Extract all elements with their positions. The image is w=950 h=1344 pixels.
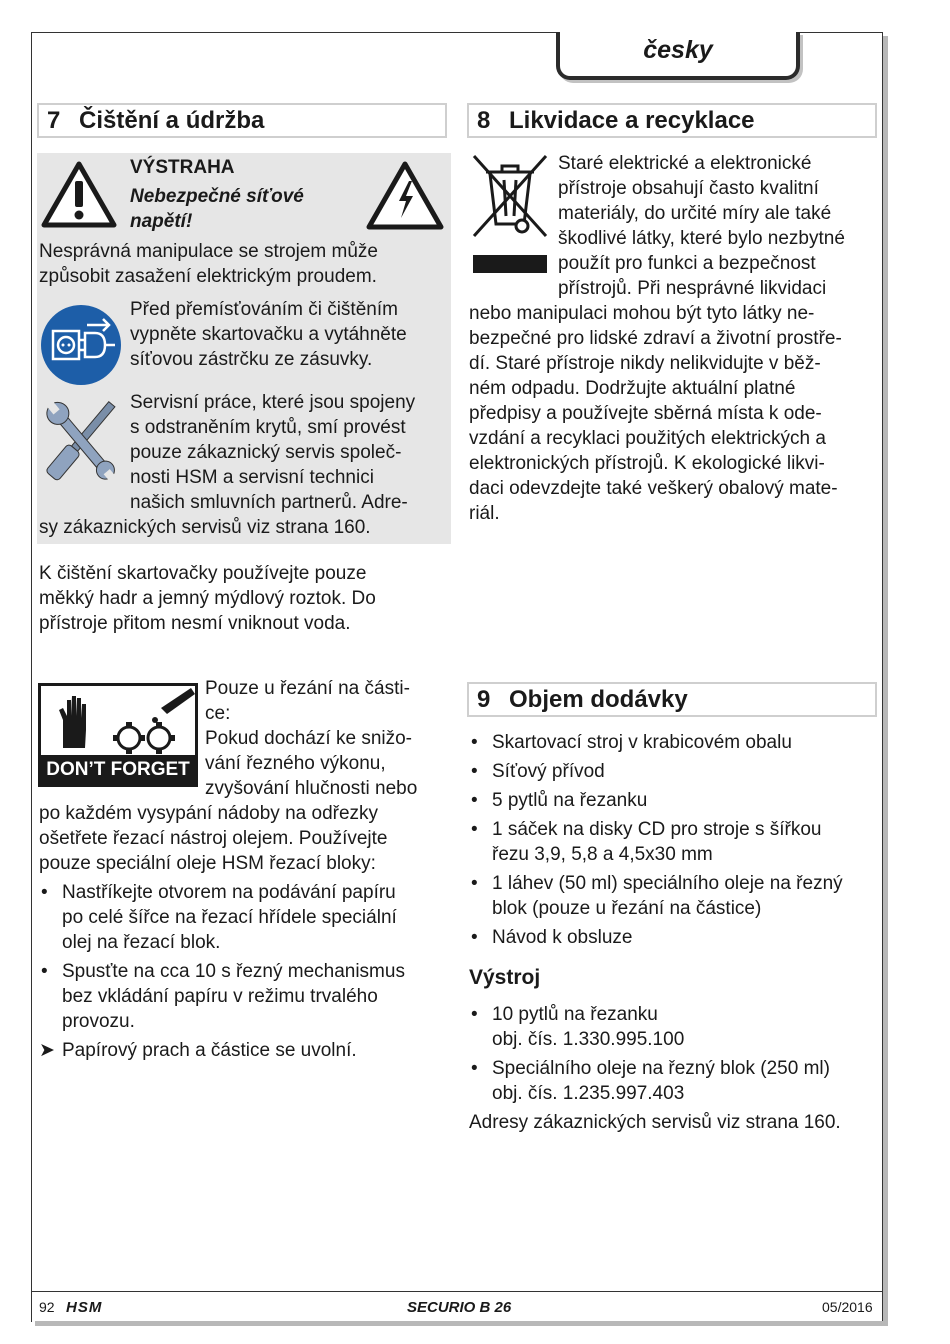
list-item: [469, 1002, 879, 1052]
list-item: [469, 788, 879, 813]
list-item: [469, 730, 879, 755]
text-line: Papírový prach a částice se uvolní.: [62, 1040, 357, 1061]
text-line: ce:: [205, 703, 231, 724]
bullet: •: [471, 761, 478, 782]
warning-subtitle: [130, 184, 304, 234]
bullet: •: [471, 790, 478, 811]
weee-bin-icon: [470, 152, 550, 278]
text-line: elektronických přístrojů. K ekologické likvi-: [469, 453, 825, 474]
warning-triangle-icon: [41, 161, 117, 229]
text-line: Nesprávná manipulace se strojem může: [39, 241, 378, 262]
section-number: 9: [477, 686, 491, 713]
text-line: zvyšování hlučnosti nebo: [205, 778, 418, 799]
list-item: [39, 959, 449, 1034]
bullet: •: [41, 882, 48, 903]
list-item: [39, 1038, 449, 1063]
text-line: obj. čís. 1.235.997.403: [492, 1083, 685, 1104]
text-line: řezu 3,9, 5,8 a 4,5x30 mm: [492, 844, 713, 865]
list-item: [469, 925, 879, 950]
text-line: 1 sáček na disky CD pro stroje s šířkou: [492, 819, 822, 840]
text-line: použít pro funkci a bezpečnost: [558, 253, 816, 274]
text-line: sy zákaznických servisů viz strana 160.: [39, 517, 371, 538]
bullet: •: [471, 819, 478, 840]
section-number: 8: [477, 107, 491, 134]
bullet: •: [471, 1004, 478, 1025]
text-line: Servisní práce, které jsou spojeny: [130, 392, 416, 413]
section-number: 7: [47, 107, 61, 134]
text-line: ošetřete řezací nástroj olejem. Používejte: [39, 828, 388, 849]
text-line: materiály, do určité míry ale také: [558, 203, 832, 224]
frame-shadow: [883, 36, 888, 1326]
bullet: •: [471, 927, 478, 948]
bullet: •: [471, 732, 478, 753]
section-9-heading: [467, 682, 877, 717]
text-line: blok (pouze u řezání na částice): [492, 898, 762, 919]
list-item: [39, 880, 449, 955]
warning-box: [37, 153, 451, 544]
oiling-steps: [39, 880, 449, 1063]
text-line: Nastříkejte otvorem na podávání papíru: [62, 882, 396, 903]
text-line: Síťový přívod: [492, 761, 605, 782]
text-line: ném odpadu. Dodržujte aktuální platné: [469, 378, 796, 399]
text-line: K čištění skartovačky používejte pouze: [39, 563, 367, 584]
text-line: pouze zákaznický servis společ-: [130, 442, 402, 463]
cleaning-text: [39, 561, 376, 636]
text-line: nebo manipulaci mohou být tyto látky ne-: [469, 303, 815, 324]
text-line: bez vkládání papíru v režimu trvalého: [62, 986, 378, 1007]
text-line: Speciálního oleje na řezný blok (250 ml): [492, 1058, 830, 1079]
text-line: síťovou zástrčku ze zásuvky.: [130, 349, 373, 370]
text-line: dí. Staré přístroje nikdy nelikvidujte v běž-: [469, 353, 821, 374]
language-label: česky: [643, 36, 713, 64]
text-line: předpisy a používejte sběrná místa k ode-: [469, 403, 822, 424]
section-title: Likvidace a recyklace: [509, 107, 755, 134]
section-8-heading: [467, 103, 877, 138]
result-arrow-icon: ➤: [39, 1040, 55, 1061]
frame-shadow: [35, 1321, 888, 1326]
text-line: 10 pytlů na řezanku: [492, 1004, 658, 1025]
text-line: obj. čís. 1.330.995.100: [492, 1029, 685, 1050]
model-name: SECURIO B 26: [407, 1299, 512, 1316]
dont-forget-icon: [38, 683, 198, 787]
particle-cut-text: [39, 801, 388, 876]
tools-icon: [39, 393, 123, 489]
text-line: vypněte skartovačku a vytáhněte: [130, 324, 407, 345]
accessories-title: Výstroj: [469, 966, 541, 989]
text-line: riál.: [469, 503, 500, 524]
warning-title: VÝSTRAHA: [130, 157, 235, 178]
text-line: Staré elektrické a elektronické: [558, 153, 812, 174]
service-text: [39, 515, 371, 540]
text-line: Pokud dochází ke snižo-: [205, 728, 413, 749]
text-line: olej na řezací blok.: [62, 932, 221, 953]
unplug-icon: [39, 303, 123, 387]
text-line: Skartovací stroj v krabicovém obalu: [492, 732, 792, 753]
section-title: Čištění a údržba: [79, 107, 265, 134]
bullet: •: [471, 873, 478, 894]
text-line: přístroje přitom nesmí vniknout voda.: [39, 613, 351, 634]
particle-cut-text-indented: [205, 676, 417, 801]
text-line: našich smluvních partnerů. Adre-: [130, 492, 408, 513]
section-7-heading: [37, 103, 447, 138]
list-item: [469, 1056, 879, 1106]
text-line: přístrojů. Při nesprávné likvidaci: [558, 278, 827, 299]
text-line: způsobit zasažení elektrickým proudem.: [39, 266, 377, 287]
list-item: [469, 817, 879, 867]
text-line: po každém vysypání nádoby na odřezky: [39, 803, 379, 824]
text-line: po celé šířce na řezací hřídele speciální: [62, 907, 397, 928]
bullet: •: [471, 1058, 478, 1079]
text-line: provozu.: [62, 1011, 135, 1032]
text-line: daci odevzdejte také veškerý obalový mate-: [469, 478, 838, 499]
section-title: Objem dodávky: [509, 686, 688, 713]
text-line: Před přemísťováním či čištěním: [130, 299, 398, 320]
text-line: bezpečné pro lidské zdraví a životní prostře-: [469, 328, 842, 349]
text-line: měkký hadr a jemný mýdlový roztok. Do: [39, 588, 376, 609]
text-line: Návod k obsluze: [492, 927, 633, 948]
print-date: 05/2016: [822, 1299, 873, 1315]
text-line: vzdání a recyklaci použitých elektrických a: [469, 428, 826, 449]
disposal-text-indented: [558, 151, 845, 301]
text-line: vání řezného výkonu,: [205, 753, 386, 774]
electric-hazard-icon: [366, 161, 444, 231]
warning-text: [39, 239, 378, 289]
text-line: Pouze u řezání na části-: [205, 678, 410, 699]
warning-subtitle-line: Nebezpečné síťové: [130, 186, 304, 207]
text-line: 1 láhev (50 ml) speciálního oleje na řezný: [492, 873, 843, 894]
bullet: •: [41, 961, 48, 982]
service-note: Adresy zákaznických servisů viz strana 160.: [469, 1112, 841, 1133]
page-number: 92: [39, 1299, 55, 1315]
service-text-indented: [130, 390, 415, 515]
text-line: přístroje obsahují často kvalitní: [558, 178, 819, 199]
unplug-text: [130, 297, 407, 372]
text-line: s odstraněním krytů, smí provést: [130, 417, 406, 438]
text-line: Spusťte na cca 10 s řezný mechanismus: [62, 961, 405, 982]
language-tab: [556, 32, 800, 80]
text-line: škodlivé látky, které bylo nezbytné: [558, 228, 845, 249]
delivery-items: [469, 730, 879, 950]
list-item: [469, 871, 879, 921]
dont-forget-label: DON’T FORGET: [41, 755, 195, 784]
text-line: 5 pytlů na řezanku: [492, 790, 648, 811]
disposal-text: [469, 301, 842, 526]
footer-divider: [31, 1291, 883, 1292]
warning-subtitle-line: napětí!: [130, 211, 193, 232]
list-item: [469, 759, 879, 784]
accessories-list: [469, 1002, 879, 1106]
text-line: nosti HSM a servisní technici: [130, 467, 374, 488]
hsm-logo: HSM: [66, 1299, 103, 1316]
text-line: pouze speciální oleje HSM řezací bloky:: [39, 853, 376, 874]
